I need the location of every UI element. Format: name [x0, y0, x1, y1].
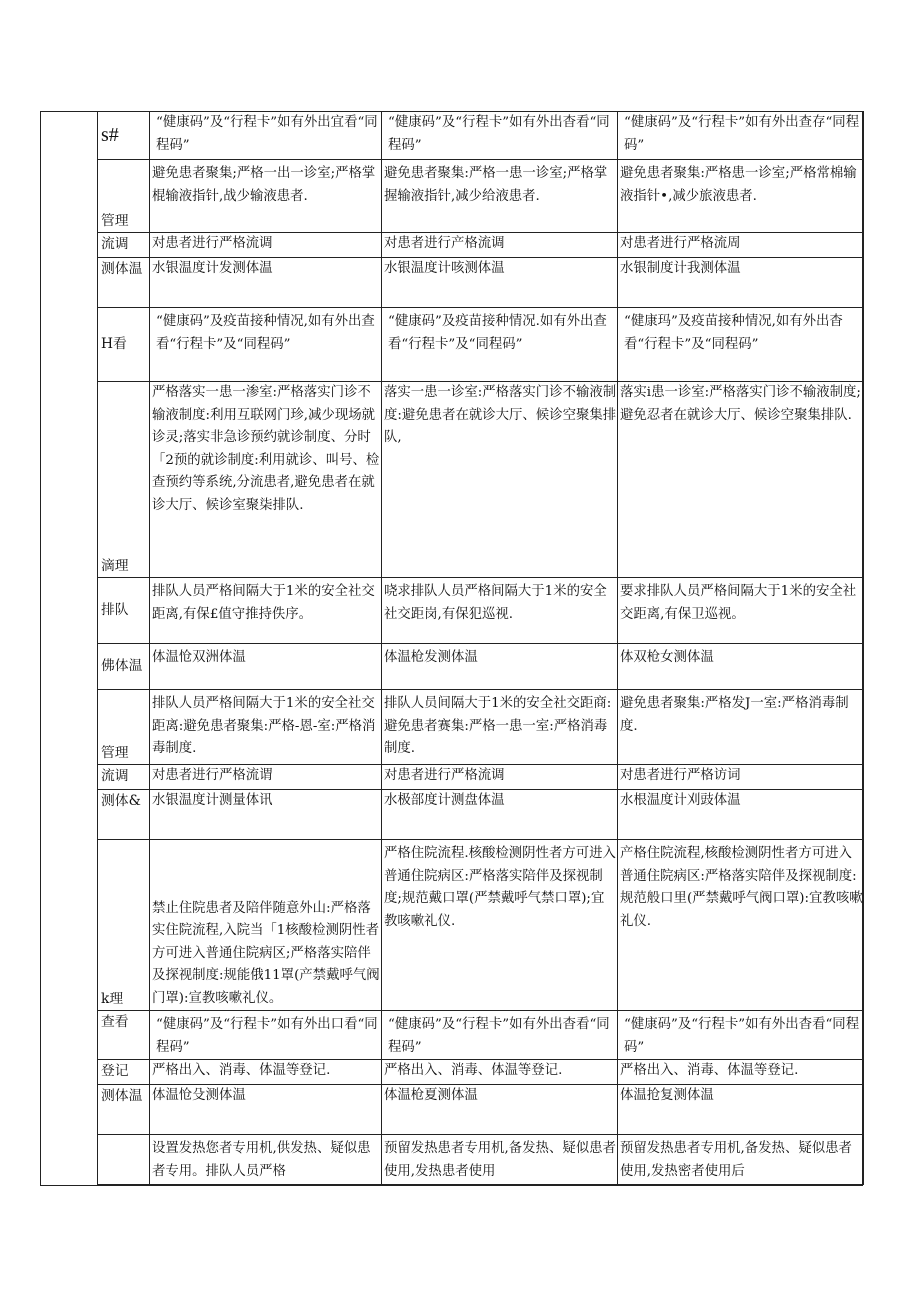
row-label: 流调: [98, 233, 150, 258]
row-label: 排队: [98, 578, 150, 644]
table-cell: 避免患者聚集:严格患一诊室;严格常棉输液指针•,减少旅液患者.: [618, 160, 864, 233]
table-cell: 体温枪夏测体温: [382, 1085, 618, 1135]
row-label: H看: [98, 308, 150, 382]
table-cell: “健康码”及疫苗接种情况.如有外出查看“行程卡”及“同程码”: [382, 308, 618, 382]
table-cell: 预留发热患者专用机,备发热、疑似患者使用,发热密者使用后: [618, 1135, 864, 1185]
table-cell: 排队人员间隔大于1米的安全社交距商:避免患者赛集:严格一患一室:严格消毒制度.: [382, 690, 618, 765]
table-cell: “健康码”及“行程卡”如有外出杳看“同程码”: [382, 112, 618, 160]
table-cell: 避免患者聚集;严格一出一诊室;严格掌棍输液指针,战少输液患者.: [150, 160, 382, 233]
table-cell: 哓求排队人员严格间隔大于1米的安全社交距岗,有保犯巡视.: [382, 578, 618, 644]
table-cell: 水极部度计测盘体温: [382, 790, 618, 840]
row-label: 查看: [98, 1011, 150, 1060]
table-cell: 对患者进行产格流调: [382, 233, 618, 258]
row-label: 测体温: [98, 1085, 150, 1135]
table-cell: “健康码”及“行程卡”如有外出口看“同程码”: [150, 1011, 382, 1060]
table-cell: “健康码”及“行程卡”如有外出杳看“同程码”: [618, 1011, 864, 1060]
table-cell: 体温抢复测体温: [618, 1085, 864, 1135]
table-row: [98, 382, 864, 578]
table-cell: 排队人员严格间隔大于1米的安全社交距离,有保£值守推持佚序。: [150, 578, 382, 644]
table-row: [98, 1135, 864, 1185]
table-cell: 严格住院流程.核酸检测阴性者方可进入普通住院病区:严格落实陪伴及探视制度;规范戴口罩(严禁戴呼气禁口罩);宜教咳嗽礼仪.: [382, 840, 618, 1011]
table-cell: 落实一患一诊室:严格落实门诊不输液制度:避免患者在就诊大厅、候诊空聚集排队,: [382, 382, 618, 578]
row-label: 测体温: [98, 258, 150, 308]
table-cell: 要求排队人员严格间隔大于1米的安全社交距离,有保卫巡视。: [618, 578, 864, 644]
table-row: [98, 578, 864, 644]
table-cell: “健康码”及“行程卡”如有外出杳看“同程码”: [382, 1011, 618, 1060]
table-cell: 水银制度计我测体温: [618, 258, 864, 308]
table-cell: 严格出入、消毒、体温等登记.: [150, 1060, 382, 1085]
table-cell: 禁止住院患者及陪伴随意外山:严格落实住院流程,入院当「1核酸检测阴性者方可进入普通住院病区;严格落实陪伴及探视制度:规能俄11罩(产禁戴呼气阀门罩):宣教咳嗽礼仪。: [150, 840, 382, 1011]
row-label: 管理: [98, 160, 150, 233]
table-cell: 水银温度计咳测体温: [382, 258, 618, 308]
table-cell: 体温枪发测体温: [382, 644, 618, 690]
row-label: k理: [98, 840, 150, 1011]
table-row: [98, 1011, 864, 1060]
table-cell: 体双枪女测体温: [618, 644, 864, 690]
row-label: [98, 1135, 150, 1185]
table-row: [98, 1085, 864, 1135]
table-cell: 体温怆殳测体温: [150, 1085, 382, 1135]
table-cell: 水银温度计发测体温: [150, 258, 382, 308]
table-cell: 对患者进行严格流谓: [150, 765, 382, 790]
table-row: [98, 1060, 864, 1085]
row-label: 登记: [98, 1060, 150, 1085]
table-cell: 对患者进行严格访词: [618, 765, 864, 790]
table-cell: “健康码”及疫苗接种情况,如有外出查看“行程卡”及“同程码”: [150, 308, 382, 382]
table-row: [98, 112, 864, 160]
table-cell: 预留发热患者专用机,备发热、疑似患者使用,发热患者使用: [382, 1135, 618, 1185]
table-row: [98, 644, 864, 690]
row-label: s#: [98, 112, 150, 160]
table-cell: 产格住院流程,核酸检测阴性者方可进入普通住院病区:严格落实陪伴及探视制度:规范般口里(严禁戴呼气阀口罩):宜教咳嗽礼仪.: [618, 840, 864, 1011]
table-cell: “健康码”及“行程卡”如有外出宜看“同程码”: [150, 112, 382, 160]
table-cell: 水根温度计刈豉体温: [618, 790, 864, 840]
table-cell: 对患者进行严格流调: [150, 233, 382, 258]
table-row: [98, 690, 864, 765]
table-cell: 水银温度计测量体讯: [150, 790, 382, 840]
table-cell: 对患者进行严格流调: [382, 765, 618, 790]
table-row: [98, 840, 864, 1011]
table-cell: “健康玛”及疫苗接种情况,如有外出杳看“行程卡”及“同程码”: [618, 308, 864, 382]
table-row: [98, 765, 864, 790]
table-row: [98, 790, 864, 840]
table-cell: 设置发热您者专用机,供发热、疑似患者专用。排队人员严格: [150, 1135, 382, 1185]
table-row: [98, 233, 864, 258]
row-label: 佛体温: [98, 644, 150, 690]
table-cell: 体温怆双洲体温: [150, 644, 382, 690]
row-label: 滴理: [98, 382, 150, 578]
row-label: 管理: [98, 690, 150, 765]
row-label: 流调: [98, 765, 150, 790]
table-cell: 避免患者聚集:严格发J一室:严格消毒制度.: [618, 690, 864, 765]
table-cell: 严格出入、消毒、体温等登记.: [382, 1060, 618, 1085]
table-cell: 落实i患一诊室:严格落实门诊不输液制度;避免忍者在就诊大厅、候诊空聚集排队.: [618, 382, 864, 578]
row-label: 测体&: [98, 790, 150, 840]
table-row: [98, 308, 864, 382]
table-row: [98, 258, 864, 308]
policy-table: [97, 111, 864, 1185]
table-row: [98, 160, 864, 233]
table-cell: 避免患者聚集:严格一患一诊室;严格掌握输液指针,减少给液患者.: [382, 160, 618, 233]
table-cell: 对患者进行严格流周: [618, 233, 864, 258]
table-cell: 严格落实一患一渗室:严格落实门诊不输液制度:利用互联网门珍,减少现场就诊灵;落实非急诊预约就诊制度、分时「2预的就诊制度:利用就诊、叫号、检查预约等系统,分流患者,避免患者在就诊大厅、候诊室聚柒排队.: [150, 382, 382, 578]
table-cell: “健康码”及“行程卡”如有外出查存“同程码”: [618, 112, 864, 160]
table-cell: 严格出入、消毒、体温等登记.: [618, 1060, 864, 1085]
table-cell: 排队人员严格间隔大于1米的安全社交距离:避免患者聚集:严格-恩-室:严格消毒制度.: [150, 690, 382, 765]
